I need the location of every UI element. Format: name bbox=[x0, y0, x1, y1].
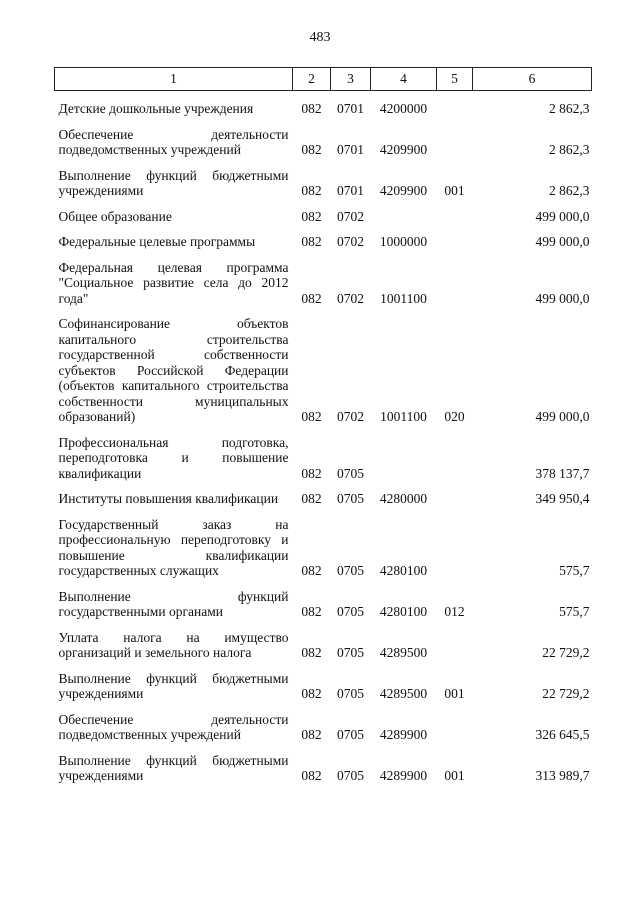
target-item-code: 4200000 bbox=[379, 101, 428, 116]
amount: 378 137,7 bbox=[535, 465, 590, 481]
item-name: Федеральная целевая программа "Социальное развитие села до 2012 года" bbox=[58, 259, 289, 306]
target-item-code: 1001100 bbox=[380, 290, 427, 306]
item-name: Выполнение функций государственными органами bbox=[58, 588, 289, 619]
amount: 2 862,3 bbox=[549, 101, 590, 116]
expense-type-code bbox=[437, 425, 473, 482]
expense-type-code: 012 bbox=[444, 604, 465, 619]
table-row bbox=[55, 199, 592, 225]
section-code: 0705 bbox=[337, 465, 364, 481]
section-code: 0705 bbox=[337, 727, 364, 742]
header-cell-2: 2 bbox=[293, 68, 331, 91]
table-row bbox=[55, 117, 592, 158]
section-code: 0705 bbox=[337, 604, 364, 619]
expense-type-code bbox=[437, 117, 473, 158]
ministry-code: 082 bbox=[301, 727, 322, 742]
table-row bbox=[55, 743, 592, 784]
amount: 575,7 bbox=[559, 604, 590, 619]
amount: 349 950,4 bbox=[535, 491, 590, 506]
expense-type-code bbox=[437, 199, 473, 225]
section-code: 0705 bbox=[337, 686, 364, 701]
item-name: Профессиональная подготовка, переподготовка и повышение квалификации bbox=[58, 434, 289, 481]
amount: 2 862,3 bbox=[549, 183, 590, 198]
ministry-code: 082 bbox=[301, 183, 322, 198]
expense-type-code bbox=[437, 620, 473, 661]
ministry-code: 082 bbox=[301, 768, 322, 783]
expense-type-code bbox=[437, 481, 473, 507]
expense-type-code bbox=[437, 91, 473, 117]
ministry-code: 082 bbox=[301, 563, 322, 578]
target-item-code bbox=[371, 199, 437, 225]
section-code: 0702 bbox=[337, 409, 364, 424]
expense-type-code: 001 bbox=[444, 183, 465, 198]
target-item-code: 1000000 bbox=[379, 234, 428, 249]
target-item-code: 1001100 bbox=[380, 409, 427, 424]
expense-type-code bbox=[437, 702, 473, 743]
amount: 22 729,2 bbox=[542, 645, 590, 660]
amount: 499 000,0 bbox=[535, 234, 590, 249]
section-code: 0701 bbox=[337, 183, 364, 198]
ministry-code: 082 bbox=[301, 101, 322, 116]
amount: 2 862,3 bbox=[549, 142, 590, 157]
amount: 326 645,5 bbox=[535, 727, 590, 742]
page-number: 483 bbox=[309, 30, 331, 45]
ministry-code: 082 bbox=[301, 409, 322, 424]
item-name: Детские дошкольные учреждения bbox=[58, 101, 254, 116]
amount: 313 989,7 bbox=[535, 768, 590, 783]
item-name: Уплата налога на имущество организаций и земельного налога bbox=[58, 629, 289, 660]
target-item-code: 4280100 bbox=[379, 563, 428, 578]
section-code: 0701 bbox=[337, 142, 364, 157]
section-code: 0705 bbox=[337, 563, 364, 578]
header-cell-5: 5 bbox=[437, 68, 473, 91]
item-name: Выполнение функций бюджетными учреждениями bbox=[58, 670, 289, 701]
header-cell-4: 4 bbox=[371, 68, 437, 91]
ministry-code: 082 bbox=[301, 686, 322, 701]
ministry-code: 082 bbox=[301, 208, 322, 224]
section-code: 0705 bbox=[337, 491, 364, 506]
ministry-code: 082 bbox=[301, 290, 322, 306]
budget-table bbox=[54, 67, 592, 784]
item-name: Государственный заказ на профессиональную переподготовку и повышение квалификации государственных служащих bbox=[58, 516, 289, 578]
item-name: Институты повышения квалификации bbox=[58, 491, 279, 506]
target-item-code: 4289500 bbox=[379, 645, 428, 660]
section-code: 0702 bbox=[337, 290, 364, 306]
ministry-code: 082 bbox=[301, 234, 322, 249]
table-body bbox=[55, 91, 592, 784]
table-row bbox=[55, 158, 592, 199]
table-row bbox=[55, 620, 592, 661]
table-row bbox=[55, 306, 592, 425]
amount: 499 000,0 bbox=[535, 208, 590, 224]
section-code: 0702 bbox=[337, 234, 364, 249]
table-row bbox=[55, 702, 592, 743]
section-code: 0705 bbox=[337, 645, 364, 660]
table-row bbox=[55, 425, 592, 482]
table-row bbox=[55, 224, 592, 250]
header-cell-6: 6 bbox=[473, 68, 592, 91]
expense-type-code: 020 bbox=[444, 409, 465, 424]
table-row bbox=[55, 661, 592, 702]
target-item-code: 4209900 bbox=[379, 183, 428, 198]
amount: 22 729,2 bbox=[542, 686, 590, 701]
item-name: Софинансирование объектов капитального строительства государственной собственности субъектов Российской Федерации (объектов капитального строительства собственности муниципальных образований) bbox=[58, 316, 289, 424]
amount: 499 000,0 bbox=[535, 409, 590, 424]
ministry-code: 082 bbox=[301, 465, 322, 481]
expense-type-code bbox=[437, 224, 473, 250]
section-code: 0701 bbox=[337, 101, 364, 116]
ministry-code: 082 bbox=[301, 604, 322, 619]
header-row bbox=[55, 68, 592, 91]
amount: 575,7 bbox=[559, 563, 590, 578]
header-cell-1: 1 bbox=[55, 68, 293, 91]
item-name: Обеспечение деятельности подведомственных учреждений bbox=[58, 711, 289, 742]
expense-type-code bbox=[437, 250, 473, 307]
expense-type-code: 001 bbox=[444, 768, 465, 783]
ministry-code: 082 bbox=[301, 491, 322, 506]
expense-type-code: 001 bbox=[444, 686, 465, 701]
table-row bbox=[55, 507, 592, 579]
target-item-code: 4289900 bbox=[379, 727, 428, 742]
amount: 499 000,0 bbox=[535, 290, 590, 306]
item-name: Выполнение функций бюджетными учреждениями bbox=[58, 167, 289, 198]
target-item-code: 4209900 bbox=[379, 142, 428, 157]
target-item-code: 4289900 bbox=[379, 768, 428, 783]
target-item-code: 4280100 bbox=[379, 604, 428, 619]
table-row bbox=[55, 91, 592, 117]
ministry-code: 082 bbox=[301, 645, 322, 660]
target-item-code bbox=[371, 425, 437, 482]
table-row bbox=[55, 481, 592, 507]
target-item-code: 4280000 bbox=[379, 491, 428, 506]
header-cell-3: 3 bbox=[331, 68, 371, 91]
section-code: 0705 bbox=[337, 768, 364, 783]
item-name: Обеспечение деятельности подведомственных учреждений bbox=[58, 126, 289, 157]
table-row bbox=[55, 579, 592, 620]
table-row bbox=[55, 250, 592, 307]
item-name: Общее образование bbox=[58, 208, 172, 224]
section-code: 0702 bbox=[337, 208, 364, 224]
ministry-code: 082 bbox=[301, 142, 322, 157]
target-item-code: 4289500 bbox=[379, 686, 428, 701]
item-name: Выполнение функций бюджетными учреждениями bbox=[58, 752, 289, 783]
expense-type-code bbox=[437, 507, 473, 579]
item-name: Федеральные целевые программы bbox=[58, 234, 256, 249]
